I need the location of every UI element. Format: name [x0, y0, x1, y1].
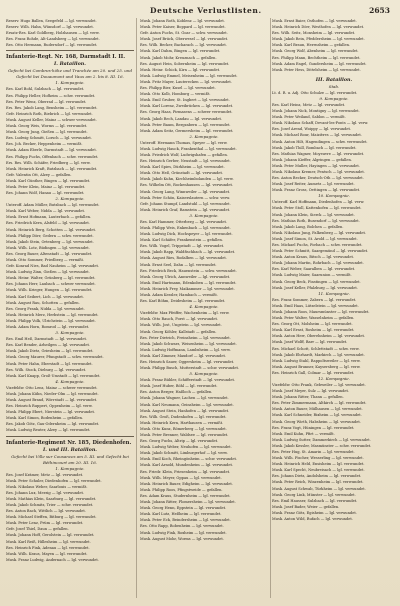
casualty-entry: Musk. August Keller, Mainz — schwer verwundet. — [6, 117, 97, 122]
casualty-entry: Musk. Jakob Kuhn, Kirchheimbolanden — lgl. verw. — [140, 177, 234, 182]
casualty-entry: Res. Anton Bach, Wittlich — lgl. verwundet. — [6, 509, 86, 514]
casualty-entry: Musk. Georg Lang, Winnweiler — lgl. verwundet. — [140, 189, 231, 194]
casualty-entry: Musk. Georg Link, Münster — lgl. verwundet. — [272, 492, 356, 497]
casualty-entry: Musk. Josef Brück, Oberwesel — lgl. verwundet. — [140, 37, 229, 42]
casualty-entry: Res. Heinrich Gall, Colmar — lgl. verwundet. — [272, 370, 355, 375]
casualty-entry: Musk. Wilh. Fischer, Wesserling — lgl. verwundet. — [272, 456, 364, 461]
company-heading: 9. Kompagnie. — [319, 95, 349, 101]
casualty-entry: Musk. Ernst Hofmann, Lauterbach — gefallen. — [6, 215, 92, 220]
company-heading: 2. Kompagnie. — [189, 133, 219, 139]
casualty-entry: Musk. Nikolaus Jung, Falkenberg — lgl. verwundet. — [272, 230, 367, 235]
casualty-entry: Res. Friedr. Klein, Friesenheim — lgl. verwundet. — [140, 469, 231, 474]
casualty-entry: Musk. Adam Horn, Romrod — lgl. verwundet. — [6, 325, 90, 330]
casualty-entry: Musk. Josef Reiter, Aumetz — lgl. verwundet. — [272, 182, 355, 187]
casualty-entry: Musk. Mathias Klein, Saarburg — lgl. verwundet. — [6, 496, 97, 501]
casualty-entry: Res. Wilh. Vogel, Trippstadt — lgl. verwundet. — [140, 244, 225, 249]
casualty-entry: Res. Wilh. Seitz, Monsheim — lgl. verwundet. — [272, 31, 356, 36]
casualty-entry: Musk. Ernst Seel, Dahn — lgl. verwundet. — [140, 262, 217, 267]
casualty-entry: Musk. Anton Wild, Rufach — lgl. verwundet. — [272, 517, 353, 522]
casualty-entry: Musk. Georg Ulrich, Annweiler — lgl. verwundet. — [140, 274, 231, 279]
casualty-entry: Musk. Jakob Schwarz, Weisenheim — lgl. verwundet. — [140, 341, 237, 346]
casualty-entry: Musk. Philipp Ebert, Nierstein — lgl. verwundet. — [6, 410, 96, 415]
casualty-entry: Musk. Johann Kühn, Nieder-Olm — lgl. verwundet. — [6, 391, 99, 396]
casualty-entry: Musk. Georg Beck, Finstingen — lgl. verwundet. — [272, 279, 361, 284]
casualty-entry: Musk. Peter Schön, Kaiserslautern — schw. verw. — [140, 195, 231, 200]
casualty-entry: Musk. Heinrich Dörr, Westhofen — lgl. verwundet. — [272, 25, 365, 30]
casualty-entry: Res. Georg Frank, Nidda — lgl. verwundet. — [6, 306, 85, 311]
casualty-entry: Res. Peter Hug, St. Amarin — lgl. verwundet. — [272, 450, 355, 454]
casualty-entry: Reserv. Hugo Ballen, Seegefeld — lgl. verwundet. — [6, 19, 97, 23]
casualty-entry: Musk. Emil Haas, Lützelstein — lgl. verwundet. — [272, 303, 359, 308]
casualty-entry: Musk. Jakob Ehrhardt, Markirch — lgl. verwundet. — [272, 352, 365, 357]
casualty-entry: Musk. Johann Ritter, Thann — gefallen. — [272, 395, 344, 400]
company-heading: Gefecht bei Combres-höhe und Tranchée am 20. und 25. und Gefecht bei Douaumont und Vaux am 2. bis 8. III. 16. — [7, 68, 133, 80]
casualty-entry: Musk. August Stein, Hanhofen — lgl. verwundet. — [140, 408, 230, 413]
casualty-entry: Musk. Peter Klein, Mainz — lgl. verwundet. — [6, 184, 86, 189]
casualty-entry: Musk. Jakob Lang, Bolchen — gefallen. — [272, 224, 344, 229]
casualty-entry: Res. Anton Becker, Deutsch-Oth — lgl. verwundet. — [272, 176, 364, 181]
casualty-entry: Musk. Peter Lenz, Prüm — lgl. verwundet. — [6, 521, 84, 526]
casualty-entry: Musk. Philipp Dörr, Gedern — schw. verwundet. — [6, 233, 94, 238]
casualty-entry: Musk. Otto Kolb, Homburg — vermißt. — [140, 92, 211, 97]
casualty-entry: Musk. Franz Bühler, Schifferstadt — lgl. verwundet. — [140, 378, 236, 383]
casualty-entry: Res. Johann Lux, Merzig — lgl. verwundet. — [6, 490, 85, 495]
casualty-entry: Musk. Franz Ludwig, Andernach — lgl. verwundet. — [6, 557, 100, 562]
casualty-entry: Musk. Heinrich Kern, Harthausen — vermißt. — [140, 420, 224, 425]
casualty-entry: Res. Johann Dietz, Andolsheim — lgl. verwundet. — [272, 474, 362, 479]
casualty-entry: Musk. Peter Eck, Beindersheim — lgl. verwundet. — [140, 518, 231, 523]
casualty-entry: Musk. Peter Walter, Wasselnheim — gefallen. — [272, 316, 355, 321]
casualty-entry: Musk. Georg Jung, Gießen — lgl. verwundet. — [6, 130, 88, 135]
casualty-entry: Musk. Adam Kessler, Hambach — vermißt. — [140, 293, 218, 298]
casualty-entry: Musk. Franz Gross, Oettingen — lgl. verwundet. — [272, 188, 361, 193]
page-number: 2653 — [369, 6, 390, 15]
casualty-entry: Musk. Karl Lutz, Heßheim — lgl. verwundet. — [140, 512, 222, 517]
casualty-entry: Musk. Karl Schneider, Rixheim — lgl. verwundet. — [272, 413, 362, 418]
casualty-entry: Musk. Peter Schuler, Diedenhofen — lgl. verwundet. — [6, 478, 102, 483]
casualty-entry: Musk. Heinr. Schick, Kirn — lgl. verwundet. — [140, 67, 221, 72]
casualty-entry: Res. Friedrich Beck, Hauenstein — schw. verwundet. — [140, 268, 237, 273]
casualty-entry: Res. Karl Bender, Arheilgen — lgl. verwundet. — [6, 343, 91, 348]
casualty-entry: Musk. Anton Kraus, Bitsch — lgl. verwundet. — [272, 255, 355, 260]
casualty-entry: Musk. Ludwig Emmel, Meisenheim — lgl. verwundet. — [140, 73, 238, 78]
casualty-entry: Musk. Peter Schmitt, Saargemünd — lgl. verwundet. — [272, 249, 369, 254]
casualty-entry: Res. Karl Weber, Saaralben — lgl. verwundet. — [272, 267, 356, 272]
section-separator — [6, 50, 134, 51]
casualty-entry: Musk. Philipp Busch, Mutterstadt — schw. verwundet. — [140, 366, 240, 371]
casualty-entry: Res. Peter Wenz, Oberrad — lgl. verwundet. — [6, 99, 87, 104]
casualty-entry: Musk. Heinrich Berg, Schotten — lgl. verwundet. — [6, 227, 97, 232]
casualty-entry: Musk. Josef Meyer, Sulz — lgl. verwundet. — [272, 389, 350, 394]
casualty-entry: Res. Jakob Götz, Gau-Odernheim — lgl. verwundet. — [6, 422, 100, 427]
text-column-2 — [140, 18, 268, 598]
casualty-entry: Musk. Wilh. Jost, Ungstein — lgl. verwundet. — [140, 323, 222, 328]
text-column-1 — [6, 18, 134, 598]
casualty-entry: Musk. Johann Klein, Sierck — lgl. verwundet. — [272, 212, 355, 217]
casualty-entry: Res. Johann Wolf, Hanau — lgl. verwundet. — [6, 191, 85, 196]
casualty-entry: Unteroff. Karl Hoffmann, Diedenhofen — lgl. verw. — [272, 200, 365, 205]
column-rule-1 — [136, 18, 137, 598]
casualty-entry: Musk. Karl Knapp, Groß-Umstadt — lgl. verwundet. — [6, 373, 101, 378]
casualty-entry: Musk. Georg Wirth, Habsheim — lgl. verwundet. — [272, 419, 361, 424]
casualty-entry: Musk. Jakob Rech, Landau — lgl. verwundet. — [140, 116, 223, 121]
casualty-entry: Musk. August Brand, Wörrstadt — lgl. verwundet. — [6, 397, 98, 402]
casualty-entry: Musk. Franz Götz, Egisheim — lgl. verwundet. — [272, 510, 357, 515]
casualty-entry: Res. Josef Krämer, Metz — lgl. verwundet. — [6, 472, 84, 477]
casualty-entry: Res. Philipp Fuchs, Offenbach — schw. verwundet. — [6, 154, 99, 159]
casualty-entry: Musk. Heinrich Kraft, Butzbach — lgl. verwundet. — [6, 166, 98, 171]
casualty-entry: Gefr. Johann Stumpf, Landstuhl — lgl. verwundet. — [140, 201, 231, 206]
company-heading: 4. Kompagnie. — [55, 378, 85, 384]
casualty-entry: Musk. August Brunner, Kaysersberg — lgl. verw. — [272, 364, 361, 369]
casualty-entry: Musk. Friedrich Wolf, Ludwigshafen — gefallen. — [140, 152, 228, 157]
battalion-heading: I. und III. Bataillon. — [43, 446, 97, 453]
casualty-entry: Musk. Otto Kunz, Römerberg — lgl. verwundet. — [140, 426, 227, 431]
casualty-entry: Res. Wilh. Becker, Bacharach — lgl. verwundet. — [140, 43, 227, 48]
company-heading: 3. Kompagnie. — [55, 330, 85, 336]
casualty-entry: Res. Mathias Wagner, Moyeuvre — lgl. verwundet. — [272, 151, 365, 156]
regiment-heading: Infanterie-Regiment Nr. 185, Diedenhofen. — [6, 439, 132, 446]
casualty-entry: Musk. Johann Hoff, Gerolstein — lgl. verwundet. — [6, 533, 95, 538]
casualty-entry: Musk. Jakob Dietz, Griesheim — lgl. verwundet. — [6, 349, 94, 354]
casualty-entry: Musk. August Schwab, Türkheim — lgl. verwundet. — [272, 486, 366, 491]
company-heading: 12. Kompagnie. — [318, 375, 350, 381]
casualty-entry: Res. Wilhelm Ott, Rockenhausen — lgl. verwundet. — [140, 183, 234, 188]
casualty-entry: Musk. Karl Neumann, Geinsheim — lgl. verwundet. — [140, 402, 234, 407]
casualty-entry: Musk. Heinrich Held, Ensisheim — lgl. verwundet. — [272, 462, 365, 467]
casualty-entry: Gefr. Heinrich Roth, Biebrich — lgl. verwundet. — [6, 111, 93, 116]
casualty-entry: Res. Wilh. Stock, Dieburg — lgl. verwundet. — [6, 367, 87, 372]
casualty-entry: Ersatz-Res. Karl Goldberg, Holzhausen — lgl. verw. — [6, 31, 100, 36]
casualty-entry: Res. Franz Vogt, Hüningen — lgl. verwundet. — [272, 425, 355, 430]
casualty-entry: Res. Heinrich Ruppert, Oppenheim — lgl. verw. — [6, 404, 93, 409]
casualty-entry: Res. Heinrich Gerber, Neustadt — lgl. verwundet. — [140, 159, 231, 164]
casualty-entry: Res. Michael Schott, Schlettstadt — schw. verw. — [272, 346, 360, 351]
casualty-entry: Musk. Ludwig Sutter, Dammerkirch — lgl. verwundet. — [272, 437, 371, 442]
casualty-entry: Musk. Georg Wolf, Abenheim — lgl. verwundet. — [272, 49, 359, 54]
casualty-entry: Musk. Ludwig Reuter, Alzey — lgl. verwundet. — [6, 428, 91, 433]
casualty-entry: Vizefeldw. Otto Frank, Gebweiler — lgl. verwundet. — [272, 382, 366, 387]
casualty-entry: Musk. Wilh. Kraus, Mayen — lgl. verwundet. — [6, 551, 88, 556]
company-heading: 4. Kompagnie. — [189, 304, 219, 310]
casualty-entry: Musk. Ludwig Fink, Roxheim — lgl. verwundet. — [140, 530, 227, 535]
casualty-entry: Res. Philipp Mann, Bechtheim — lgl. verwundet. — [272, 55, 361, 60]
casualty-entry: Musk. Karl Seibert, Lich — lgl. verwundet. — [6, 294, 84, 299]
casualty-entry: Musk. Georg Henn, Eppstein — lgl. verwundet. — [140, 506, 227, 511]
casualty-entry: Musk. Johann Martin, Rohrbach — lgl. verwundet. — [272, 261, 364, 266]
casualty-entry: Gefr. Josef Thiel, Daun — gefallen. — [6, 527, 69, 532]
casualty-entry: Res. Peter Zimmermann, Altkirch — lgl. verwundet. — [272, 401, 367, 406]
casualty-entry: Musk. Heinrich Graf, Ramstein — lgl. verwundet. — [140, 207, 231, 212]
casualty-entry: Musk. Johann Ritter, Flomersheim — lgl. verwundet. — [140, 500, 236, 505]
casualty-entry: Musk. Anton Herr, Oberehnheim — lgl. verwundet. — [272, 334, 366, 339]
casualty-entry: Musk. Johann Roth, Koblenz — lgl. verwundet. — [140, 19, 225, 23]
casualty-entry: Musk. Peter Weiland, Sablon — vermißt. — [272, 115, 346, 120]
casualty-entry: Musk. Karl Arnold, Mundenheim — lgl. verwundet. — [140, 463, 234, 468]
casualty-entry: Musk. Michael Bour, Maizières — lgl. verwundet. — [272, 133, 362, 138]
company-heading: 1. Kompagnie. — [55, 80, 85, 86]
casualty-entry: Musk. Karl Ernst, Rosheim — lgl. verwundet. — [272, 328, 355, 333]
company-heading: 2. Kompagnie. — [55, 196, 85, 202]
casualty-entry: Musk. Philipp Volk, Ulrichstein — lgl. verwundet. — [6, 318, 96, 323]
casualty-entry: Res. Franz Rohde, Alt-Landsberg — lgl. verwundet. — [6, 37, 100, 42]
casualty-entry: Musk. Fritz Mayer, Lauterecken — lgl. verwundet. — [140, 79, 232, 84]
casualty-entry: Res. Franz Sommer, Zabern — lgl. verwundet. — [272, 297, 357, 302]
casualty-entry: Musk. Georg Köhler, Kallstadt — gefallen. — [140, 329, 217, 334]
casualty-entry: Musk. Karl Zimmer, Maxdorf — lgl. verwundet. — [140, 353, 227, 358]
casualty-entry: Musk. Heinrich Merz, Herbstein — lgl. verwundet. — [6, 312, 99, 317]
casualty-entry: Musk. Otto Sommer, Friedberg — vermißt. — [6, 258, 85, 262]
casualty-entry: Res. Wilh. Groß, Dudenhofen — lgl. verwundet. — [140, 414, 227, 419]
casualty-entry: Res. Philipp Bier, Kusel — lgl. verwundet. — [140, 86, 216, 91]
casualty-entry: Lt. d. R. u. Adj. Otto Schulze — lgl. verwundet. — [272, 90, 358, 95]
casualty-entry: Res. Johann Herr, Laubach — schwer verwundet. — [6, 282, 96, 287]
casualty-entry: Res. Emil Heß, Darmstadt — lgl. verwundet. — [6, 337, 88, 342]
column-rule-2 — [270, 18, 271, 598]
casualty-entry: Musk. Nikolaus Weber, Saarlouis — vermißt. — [6, 484, 88, 489]
casualty-entry: Musk. Peter Stoll, Kattenhofen — lgl. verwundet. — [272, 206, 362, 211]
casualty-entry: Res. Michael Fuchs, Forbach — schw. verwundet. — [272, 243, 363, 247]
casualty-entry: Res. Heinrich Sauer, Oggersheim — lgl. verwundet. — [140, 359, 235, 364]
casualty-entry: Musk. Karl Specht, Neubreisach — lgl. verwundet. — [272, 468, 365, 473]
casualty-entry: Musk. Peter Kaiser, Boppard — lgl. verwundet. — [140, 25, 226, 30]
casualty-entry: Musk. Karl Günther, Bingen — lgl. verwundet. — [6, 178, 91, 183]
casualty-entry: Musk. Philipp Roos, Pfingstweide — gefallen. — [140, 487, 223, 492]
casualty-entry: Res. Adam Kraus, Studernheim — lgl. verwundet. — [140, 493, 231, 498]
casualty-entry: Musk. Jakob Mohr, Kreuznach — gefallen. — [140, 55, 217, 60]
casualty-entry: Unteroff. Hermann Thomas, Speyer — lgl. verw. — [140, 140, 228, 145]
casualty-entry: Musk. Anton Hilt, Hagendingen — schw. verwundet. — [272, 139, 368, 144]
casualty-entry: Musk. Emil Kuhn, Pfirt — vermißt. — [272, 431, 335, 436]
casualty-entry: Musk. Karl Spies, Dürkheim — lgl. verwundet. — [140, 165, 225, 170]
casualty-entry: Gefr. Konrad Nies, Bad Nauheim — lgl. verwundet. — [6, 264, 100, 269]
casualty-entry: Vizefeldw. Otto Lenz, Mainz — schwer verwundet. — [6, 385, 98, 390]
casualty-entry: Musk. Emil Koch, Rheingönheim — schw. verwundet. — [140, 457, 238, 462]
casualty-entry: Musk. Ludwig Hauck, Frankenthal — lgl. verwundet. — [140, 146, 237, 151]
casualty-entry: Musk. Nikolaus Schaff, Devant-les-Ponts — lgl. verw. — [272, 121, 369, 126]
running-header — [0, 6, 400, 16]
casualty-entry: Res. Josef Arend, Woippy — lgl. verwundet. — [272, 127, 352, 132]
casualty-entry: Res. Karl Heinz, Metz — lgl. verwundet. — [272, 102, 346, 107]
casualty-entry: Musk. Josef Wolff, Barr — lgl. verwundet. — [272, 340, 348, 345]
casualty-entry: Musk. Georg Weis, Worms — lgl. verwundet. — [6, 124, 88, 129]
casualty-entry: Res. Otto Rapp, Bobenheim — lgl. verwundet. — [140, 524, 224, 529]
casualty-entry: Res. Georg Ott, Molsheim — lgl. verwundet. — [272, 322, 353, 327]
casualty-entry: Unteroff. Adam Müller, Butzbach — lgl. verwundet. — [6, 203, 100, 208]
casualty-entry: Res. Peter Dietrich, Freinsheim — lgl. verwundet. — [140, 335, 231, 340]
casualty-entry: Musk. Ernst Baier, Osthofen — lgl. verwundet. — [272, 19, 357, 23]
casualty-entry: Ers. Res. Wilh. Schäfer, Friedberg — lgl. verw. — [6, 160, 91, 165]
casualty-entry: Musk. Michael Steffen, Bitburg — lgl. verwundet. — [6, 515, 97, 520]
casualty-entry: Musk. Philipp Weis, Enkenbach — lgl. verwundet. — [140, 226, 231, 230]
casualty-entry: Musk. Jakob Thill, Rombach — lgl. verwundet. — [272, 145, 357, 150]
casualty-entry: Res. Karl Böhm, Deidesheim — lgl. verwundet. — [140, 299, 226, 304]
casualty-entry: Musk. Josef Huber, Böhl — lgl. verwundet. — [140, 384, 218, 389]
casualty-entry: Musk. Jakob Stein, Ortenberg — lgl. verwundet. — [6, 239, 94, 244]
casualty-entry: Musk. Heinr. Walter, Grünberg — lgl. verwundet. — [6, 276, 96, 281]
section-separator — [6, 436, 134, 437]
casualty-entry: Res. Anton Berger, Haßloch — gefallen. — [140, 390, 213, 395]
casualty-entry: Musk. Otto Rauch, Forst — lgl. verwundet. — [140, 317, 219, 322]
casualty-entry: Musk. Anton Bauer, Mülhausen — lgl. verwundet. — [272, 407, 363, 412]
casualty-entry: Musk. Ludwig Weber, Neuhofen — lgl. verwundet. — [140, 445, 232, 450]
publication-title: Deutsche Verlustlisten. — [150, 6, 262, 15]
casualty-entry: Res. Otto Hermann, Rudersdorf — lgl. verwundet. — [6, 43, 98, 48]
casualty-entry: Musk. Adam Seitz, Germersheim — lgl. verwundet. — [140, 128, 234, 133]
casualty-entry: Res. August Hein, Sobernheim — lgl. verwundet. — [140, 61, 230, 66]
casualty-entry: Gefr. Anton Fuchs, St. Goar — schw. verwundet. — [140, 31, 228, 36]
casualty-entry: Musk. Emil Hartmann, Edenkoben — lgl. verwundet. — [140, 280, 237, 285]
casualty-entry: Vizefeldw. Max Pfeiffer, Wachenheim — lgl. verw. — [140, 311, 230, 316]
casualty-entry: Res. Georg Haas, Pirmasens — schwer verwundet. — [140, 110, 233, 115]
casualty-entry: Musk. Johann Wagner, Lachen — lgl. verwundet. — [140, 396, 229, 401]
casualty-entry: Res. Georg Fuchs, Altrip — lgl. verwundet. — [140, 439, 219, 444]
casualty-entry: Ers. Res. Jakob Lang, Bensheim — lgl. verwundet. — [6, 105, 98, 110]
casualty-entry: Musk. Ludwig Maier, Saarunion — vermißt. — [272, 273, 352, 278]
casualty-entry: Musk. Wilh. Krieger, Hungen — lgl. verwundet. — [6, 288, 93, 293]
casualty-entry: Musk. Peter Brenner, Waldsee — lgl. verwundet. — [140, 433, 229, 437]
casualty-entry: Musk. Ludwig Zinn, Gießen — lgl. verwundet. — [6, 270, 90, 275]
casualty-entry: Musk. Jakob Kessler, Masmünster — schw. verwundet. — [272, 443, 372, 448]
casualty-entry: Musk. Karl Reiß, Hillesheim — lgl. verwundet. — [6, 539, 91, 544]
casualty-entry: Musk. Wilh. Lotz, Büdingen — lgl. verwundet. — [6, 245, 90, 250]
casualty-entry: Musk. August Rau, Schotten — gefallen. — [6, 300, 80, 305]
casualty-entry: Musk. Karl Weber, Nidda — lgl. verwundet. — [6, 209, 86, 214]
casualty-entry: Musk. Jakob Rapp, Waldfischbach — lgl. verwundet. — [140, 250, 236, 255]
casualty-entry: Res. Ludwig Schmitt, Lorsch — lgl. verwundet. — [6, 136, 92, 141]
casualty-entry: Res. Karl Hammer, Otterberg — lgl. verwundet. — [140, 219, 228, 224]
battalion-heading: I. Bataillon. — [54, 61, 86, 68]
casualty-entry: Musk. Karl Braun, Herrnsheim — gefallen. — [272, 43, 351, 48]
casualty-entry: Musk. Jakob Schmitt, Limburgerhof — lgl. verw. — [140, 451, 228, 456]
casualty-entry: Musk. Adam Eberle, Darmstadt — lgl. verwundet. — [6, 148, 97, 153]
company-heading: 5. Kompagnie. — [189, 371, 219, 377]
company-heading: 3. Kompagnie. — [189, 212, 219, 218]
casualty-entry: Res. Karl Bohl, Sulzbach — lgl. verwundet. — [6, 87, 85, 92]
company-heading: 11. Kompagnie. — [318, 290, 350, 296]
casualty-entry: Musk. Johann Nick, Montigny — lgl. verwundet. — [272, 109, 360, 114]
casualty-entry: Reserv. Wilh. Hahn, Wünsdorf — lgl. verwundet. — [6, 25, 95, 30]
casualty-entry: Musk. Emil Gruber, St. Ingbert — lgl. verwundet. — [140, 98, 230, 103]
casualty-entry: Res. Mathias Roth, Busendorf — lgl. verwundet. — [272, 218, 360, 223]
casualty-entry: Musk. Heinrich Frey, Maikammer — lgl. verwundet. — [140, 286, 235, 291]
casualty-entry: Musk. Karl Dahm, Bingen — lgl. verwundet. — [140, 49, 221, 54]
casualty-entry: Musk. August Ries, Rodalben — lgl. verwundet. — [140, 256, 227, 261]
casualty-entry: Musk. Ludwig Dick, Hochspeyer — lgl. verwundet. — [140, 232, 233, 237]
casualty-entry: Musk. Johann Kieffer, Algringen — gefallen. — [272, 157, 353, 162]
casualty-entry: Res. Friedrich Kern, Alsfeld — lgl. verwundet. — [6, 221, 90, 226]
casualty-entry: Res. Philipp Heller, Hofheim — schw. verwundet. — [6, 93, 96, 98]
casualty-entry: Musk. Ludwig Stahl, Rappoltsweiler — lgl. verw. — [272, 358, 361, 363]
casualty-entry: Res. Heinrich Fink, Adenau — lgl. verwundet. — [6, 545, 90, 550]
casualty-entry: Musk. Heinrich Bauer, Edigheim — lgl. verwundet. — [140, 481, 233, 486]
casualty-entry: Musk. Ludwig Hoffmann, Lambsheim — lgl. verw. — [140, 347, 231, 352]
casualty-entry: Res. Joh. Becker, Heppenheim — vermißt. — [6, 142, 83, 147]
casualty-entry: Res. Georg Bauer, Altenstadt — lgl. verwundet. — [6, 251, 93, 256]
company-heading: Gefecht bei Ville sur Cousances am 5. III. und Gefecht bei Béthincourt am 20. III. 16. — [11, 453, 129, 465]
casualty-entry: Musk. Karl Lorenz, Zweibrücken — lgl. verwundet. — [140, 104, 234, 109]
company-heading: 10. Kompagnie. — [318, 193, 350, 199]
casualty-entry: Musk. Nikolaus Kremer, Fentsch — lgl. verwundet. — [272, 169, 365, 174]
casualty-entry: Musk. Otto Heß, Grünstadt — lgl. verwundet. — [140, 171, 224, 176]
casualty-entry: Musk. Peter Hess, Dittelsheim — lgl. verwundet. — [272, 67, 361, 72]
casualty-entry: Musk. Wilh. Meyer, Oppau — lgl. verwundet. — [140, 475, 222, 480]
casualty-entry: Musk. Jakob Schmitz, Trier — schw. verwundet. — [6, 503, 94, 507]
casualty-entry: Musk. Johann Roos, Maursmünster — lgl. verwundet. — [272, 309, 370, 314]
casualty-entry: Musk. Josef Bader, Weier — gefallen. — [272, 504, 340, 509]
casualty-entry: Musk. Peter Muller, Hayingen — lgl. verwundet. — [272, 163, 361, 168]
casualty-entry: Gefr. Valentin Ott, Alzey — gefallen. — [6, 172, 72, 177]
casualty-entry: Res. Emil Hausser, Sulzbach — lgl. verwundet. — [272, 498, 358, 503]
casualty-entry: Musk. Josef Keller, Pfalzburg — lgl. verwundet. — [272, 285, 359, 290]
casualty-entry: Musk. Peter Reich, Winzenheim — lgl. verwundet. — [272, 480, 364, 485]
casualty-entry: Musk. Karl Schäfer, Frankenstein — gefallen. — [140, 238, 223, 243]
casualty-entry: Musk. Karl Simon, Bodenheim — gefallen. — [6, 416, 84, 421]
casualty-entry: Musk. Josef Simon, St. Avold — lgl. verwundet. — [272, 236, 358, 241]
casualty-entry: Musk. Peter Hahn, Eberstadt — lgl. verwundet. — [6, 361, 93, 366]
company-heading: 1. Kompagnie. — [55, 465, 85, 471]
casualty-entry: Musk. Peter Baum, Bergzabern — lgl. verwundet. — [140, 122, 231, 127]
casualty-entry: Musk. August Mohr, Worms — lgl. verwundet. — [140, 536, 224, 541]
casualty-entry: Musk. Jakob Rein, Pfeddersheim — lgl. verwundet. — [272, 37, 365, 42]
battalion-heading: III. Bataillon. — [315, 76, 353, 83]
casualty-entry: Musk. Georg Maurer, Pfungstadt — schw. verwundet. — [6, 355, 104, 360]
company-heading: Stab. — [328, 83, 340, 89]
casualty-entry: Musk. Adam Engel, Gundersheim — lgl. verwundet. — [272, 61, 367, 66]
regiment-heading: Infanterie-Regt. Nr. 168, Darmstadt I. II. — [6, 54, 125, 61]
text-column-3 — [272, 18, 396, 598]
